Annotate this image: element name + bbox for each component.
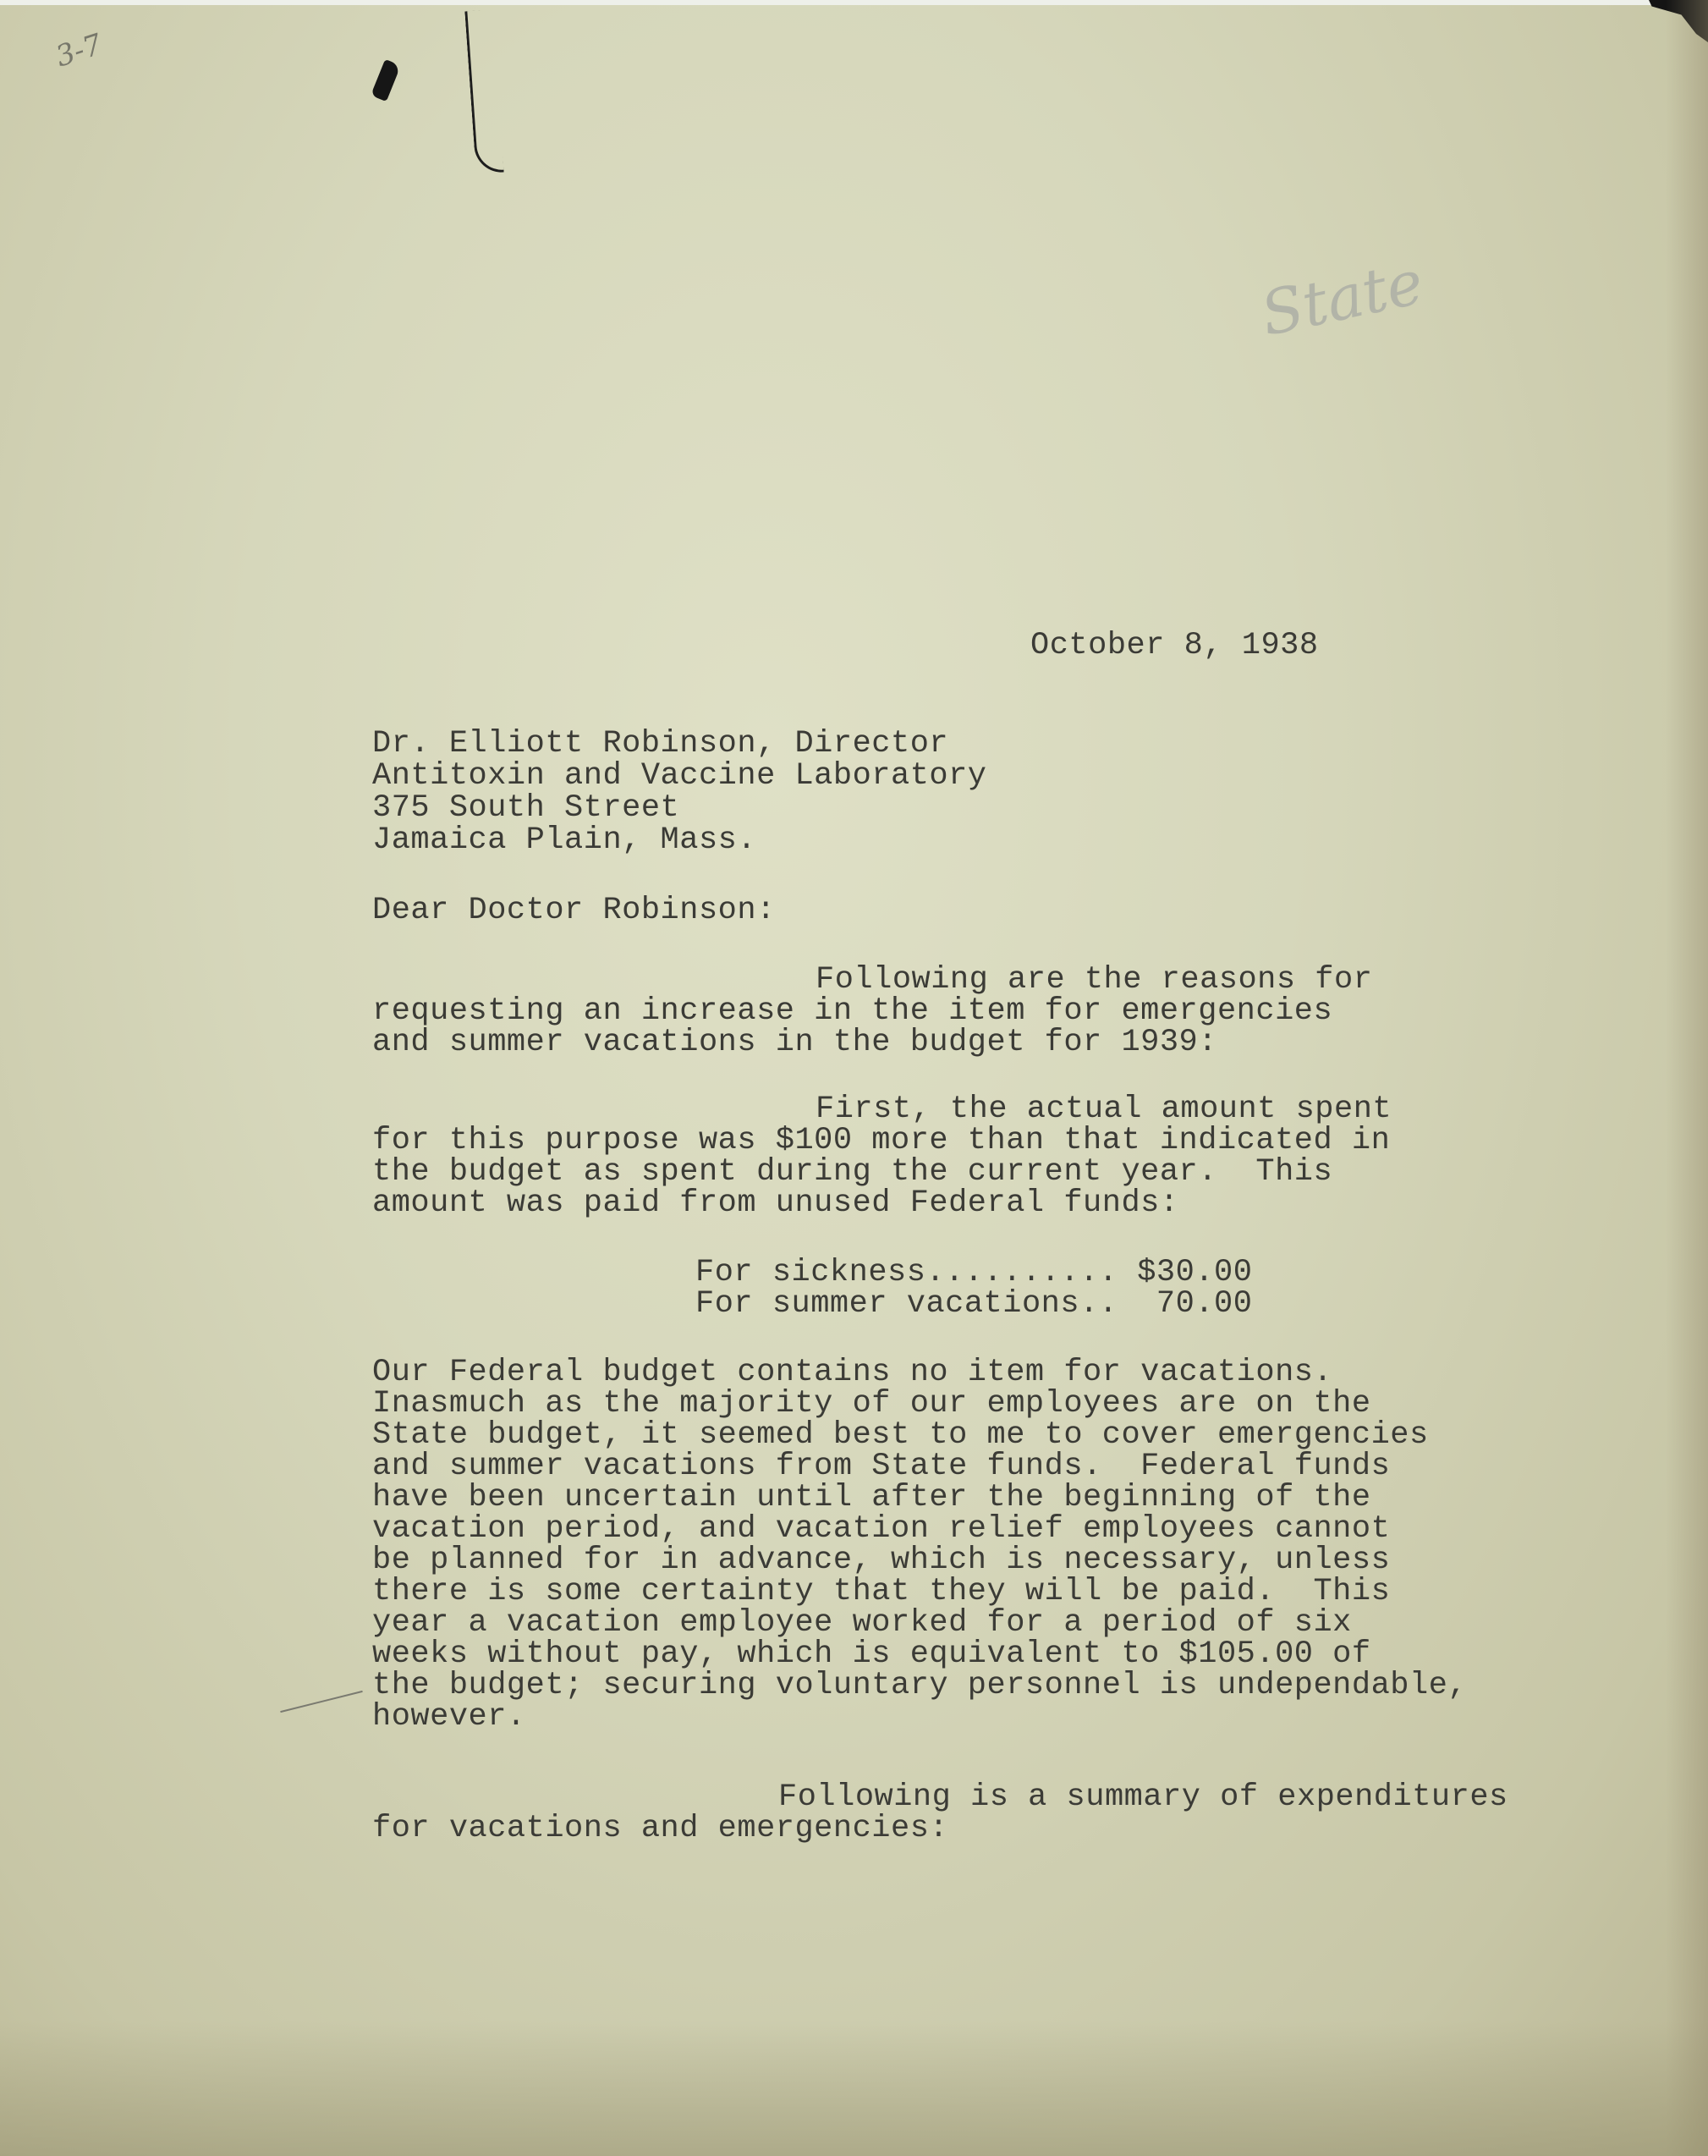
expense-label: For sickness.......... [695, 1255, 1118, 1290]
page-shadow-bottom [0, 2021, 1708, 2156]
staple-hole [371, 59, 401, 102]
pencil-stroke [280, 1691, 363, 1713]
expense-amount: 70.00 [1156, 1286, 1253, 1322]
paragraph-line: however. [372, 1699, 526, 1735]
recipient-line: Jamaica Plain, Mass. [372, 822, 757, 858]
paragraph-line: Inasmuch as the majority of our employees are on the [372, 1386, 1371, 1422]
paragraph-line: First, the actual amount spent [816, 1092, 1392, 1127]
expense-item [695, 1286, 1253, 1322]
salutation: Dear Doctor Robinson: [372, 893, 776, 928]
pencil-annotation-file-number: 3-7 [52, 27, 107, 74]
paragraph-line: for vacations and emergencies: [372, 1811, 949, 1846]
paragraph-line: be planned for in advance, which is necessary, unless [372, 1543, 1391, 1578]
paragraph-line: for this purpose was $100 more than that indicated in [372, 1123, 1391, 1158]
paragraph-line: there is some certainty that they will be paid. This [372, 1574, 1391, 1609]
pencil-annotation-state: State [1255, 245, 1430, 350]
recipient-line: Dr. Elliott Robinson, Director [372, 726, 949, 762]
expense-label: For summer vacations.. [695, 1286, 1118, 1322]
page-top-edge [0, 0, 1708, 5]
paragraph-line: Following are the reasons for [816, 962, 1373, 998]
paragraph-line: State budget, it seemed best to me to cover emergencies [372, 1417, 1429, 1453]
page-shadow-right [1666, 0, 1708, 2156]
paper-crease [464, 9, 503, 174]
expense-item [695, 1257, 1252, 1289]
paragraph-line: vacation period, and vacation relief employees cannot [372, 1511, 1391, 1547]
recipient-line: 375 South Street [372, 790, 680, 826]
paragraph-line: and summer vacations in the budget for 1939: [372, 1025, 1217, 1060]
paragraph-line: amount was paid from unused Federal funds: [372, 1185, 1179, 1221]
recipient-line: Antitoxin and Vaccine Laboratory [372, 758, 987, 794]
paragraph-line: weeks without pay, which is equivalent to $105.00 of [372, 1636, 1371, 1672]
paragraph-line: have been uncertain until after the beginning of the [372, 1480, 1371, 1515]
paragraph-line: Our Federal budget contains no item for vacations. [372, 1355, 1333, 1390]
expense-amount: $30.00 [1137, 1255, 1253, 1290]
paragraph-line: the budget as spent during the current year. This [372, 1154, 1333, 1190]
paragraph-line: year a vacation employee worked for a period of six [372, 1605, 1352, 1641]
paragraph-line: requesting an increase in the item for emergencies [372, 993, 1333, 1029]
paragraph-line: Following is a summary of expenditures [778, 1779, 1508, 1815]
letter-date: October 8, 1938 [1030, 628, 1319, 663]
paragraph-line: the budget; securing voluntary personnel is undependable, [372, 1668, 1468, 1703]
paragraph-line: and summer vacations from State funds. Federal funds [372, 1449, 1391, 1484]
